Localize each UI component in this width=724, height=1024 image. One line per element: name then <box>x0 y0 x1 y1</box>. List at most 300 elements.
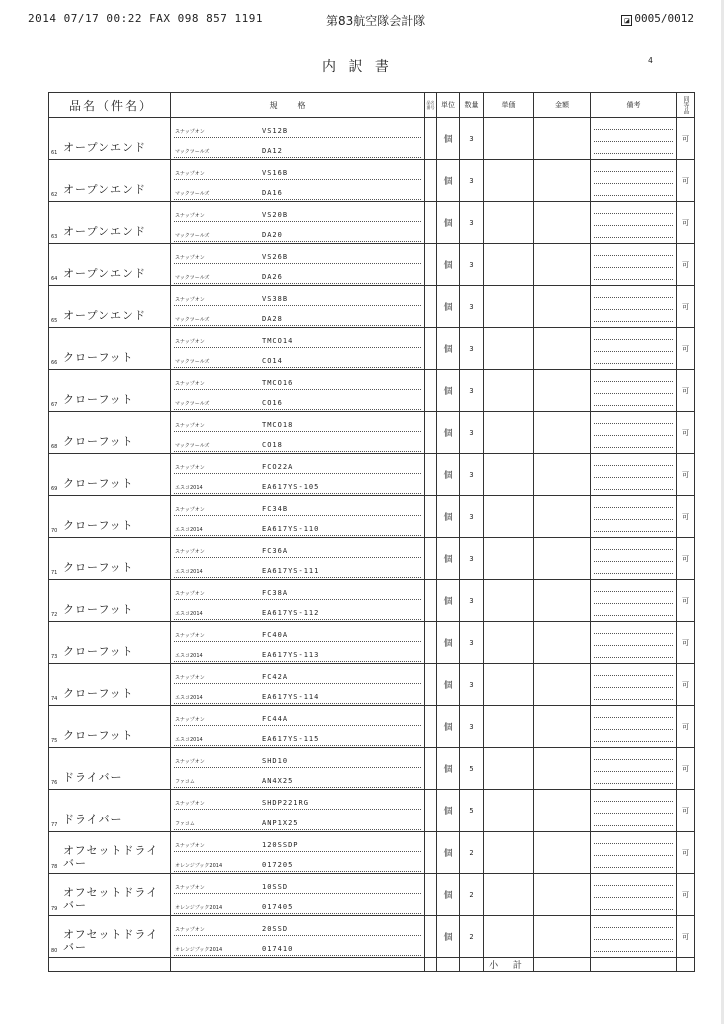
amount-cell <box>534 202 591 244</box>
model-number: FC44A <box>262 715 289 723</box>
spec-line <box>174 600 421 620</box>
remarks-cell <box>591 244 677 286</box>
table-row <box>49 664 695 706</box>
spec-cell <box>171 202 425 244</box>
table-row <box>49 580 695 622</box>
spec-line <box>174 726 421 746</box>
spec-line <box>174 538 421 558</box>
maker: エスコ2014 <box>175 527 203 533</box>
item-name: クローフット <box>63 393 134 406</box>
spec-cell <box>171 748 425 790</box>
amount-cell <box>534 706 591 748</box>
amount-cell <box>534 496 591 538</box>
model-number: FC40A <box>262 631 289 639</box>
qty-cell: 3 <box>460 286 484 328</box>
qty-cell: 3 <box>460 496 484 538</box>
equivalent-flag: 可 <box>677 538 695 580</box>
row-number: 80 <box>51 948 58 954</box>
amount-cell <box>534 538 591 580</box>
equivalent-flag: 可 <box>677 370 695 412</box>
model-number: 10SSD <box>262 883 289 891</box>
maker: エスコ2014 <box>175 569 203 575</box>
spec-cell <box>171 538 425 580</box>
spec-line <box>174 768 421 788</box>
spec-cell <box>171 664 425 706</box>
equivalent-flag: 可 <box>677 832 695 874</box>
remarks-cell <box>591 286 677 328</box>
tiny-cell <box>425 622 437 664</box>
unit-cell: 個 <box>437 874 460 916</box>
subtotal-label: 小 計 <box>484 958 534 972</box>
spec-line <box>174 852 421 872</box>
equivalent-flag: 可 <box>677 496 695 538</box>
remarks-cell <box>591 706 677 748</box>
maker: スナップオン <box>175 843 205 849</box>
tiny-cell <box>425 832 437 874</box>
model-number: DA26 <box>262 273 283 281</box>
row-number: 62 <box>51 192 58 198</box>
model-number: TMCO18 <box>262 421 294 429</box>
spec-line <box>174 328 421 348</box>
spec-cell <box>171 370 425 412</box>
spec-line <box>174 894 421 914</box>
qty-cell: 2 <box>460 832 484 874</box>
item-name: クローフット <box>63 351 134 364</box>
spec-line <box>174 286 421 306</box>
spec-line <box>174 580 421 600</box>
tiny-cell <box>425 412 437 454</box>
spec-cell <box>171 286 425 328</box>
equivalent-flag: 可 <box>677 706 695 748</box>
qty-cell: 3 <box>460 538 484 580</box>
col-flag: 同等品 <box>677 93 695 118</box>
item-name: オフセットドライバー <box>63 844 159 870</box>
unit-price-cell <box>484 202 534 244</box>
unit-price-cell <box>484 538 534 580</box>
equivalent-flag: 可 <box>677 916 695 958</box>
model-number: EA617YS-115 <box>262 735 320 743</box>
unit-cell: 個 <box>437 706 460 748</box>
spec-cell <box>171 412 425 454</box>
maker: スナップオン <box>175 885 205 891</box>
model-number: 017405 <box>262 903 294 911</box>
maker: エスコ2014 <box>175 485 203 491</box>
tiny-cell <box>425 748 437 790</box>
maker: スナップオン <box>175 339 205 345</box>
amount-cell <box>534 580 591 622</box>
spec-line <box>174 916 421 936</box>
name-cell <box>49 118 171 160</box>
tiny-cell <box>425 202 437 244</box>
spec-line <box>174 412 421 432</box>
tiny-cell <box>425 916 437 958</box>
model-number: EA617YS-105 <box>262 483 320 491</box>
maker: エスコ2014 <box>175 695 203 701</box>
qty-cell: 3 <box>460 370 484 412</box>
spec-line <box>174 118 421 138</box>
unit-price-cell <box>484 328 534 370</box>
remarks-cell <box>591 328 677 370</box>
spec-cell <box>171 622 425 664</box>
maker: オレンジブック2014 <box>175 947 223 953</box>
table-row <box>49 286 695 328</box>
maker: エスコ2014 <box>175 737 203 743</box>
row-number: 75 <box>51 738 58 744</box>
name-cell <box>49 538 171 580</box>
amount-cell <box>534 454 591 496</box>
unit-cell: 個 <box>437 328 460 370</box>
spec-line <box>174 790 421 810</box>
spec-line <box>174 748 421 768</box>
name-cell <box>49 496 171 538</box>
col-unit-price: 単価 <box>484 93 534 118</box>
spec-line <box>174 706 421 726</box>
tiny-cell <box>425 454 437 496</box>
name-cell <box>49 328 171 370</box>
model-number: VS16B <box>262 169 289 177</box>
equivalent-flag: 可 <box>677 286 695 328</box>
equivalent-flag: 可 <box>677 328 695 370</box>
amount-cell <box>534 664 591 706</box>
table-row <box>49 160 695 202</box>
qty-cell: 3 <box>460 412 484 454</box>
model-number: DA20 <box>262 231 283 239</box>
model-number: EA617YS-111 <box>262 567 320 575</box>
equivalent-flag: 可 <box>677 160 695 202</box>
model-number: EA617YS-110 <box>262 525 320 533</box>
maker: マックツールズ <box>175 149 210 155</box>
fax-header: 2014 07/17 00:22 FAX 098 857 1191 <box>28 12 264 25</box>
item-name: クローフット <box>63 645 134 658</box>
qty-cell: 2 <box>460 874 484 916</box>
spec-line <box>174 832 421 852</box>
remarks-cell <box>591 202 677 244</box>
maker: エスコ2014 <box>175 611 203 617</box>
spec-line <box>174 810 421 830</box>
model-number: VS38B <box>262 295 289 303</box>
unit-cell: 個 <box>437 664 460 706</box>
name-cell <box>49 790 171 832</box>
unit-price-cell <box>484 454 534 496</box>
table-row <box>49 916 695 958</box>
qty-cell: 3 <box>460 118 484 160</box>
unit-price-cell <box>484 832 534 874</box>
maker: スナップオン <box>175 255 205 261</box>
row-number: 74 <box>51 696 58 702</box>
model-number: EA617YS-114 <box>262 693 320 701</box>
spec-line <box>174 474 421 494</box>
spec-line <box>174 180 421 200</box>
name-cell <box>49 874 171 916</box>
col-unit: 単位 <box>437 93 460 118</box>
spec-line <box>174 874 421 894</box>
amount-cell <box>534 832 591 874</box>
table-row <box>49 538 695 580</box>
qty-cell: 2 <box>460 916 484 958</box>
row-number: 79 <box>51 906 58 912</box>
unit-cell: 個 <box>437 118 460 160</box>
tiny-cell <box>425 160 437 202</box>
model-number: 017410 <box>262 945 294 953</box>
unit-price-cell <box>484 496 534 538</box>
row-number: 61 <box>51 150 58 156</box>
spec-cell <box>171 706 425 748</box>
remarks-cell <box>591 664 677 706</box>
equivalent-flag: 可 <box>677 202 695 244</box>
table-row <box>49 790 695 832</box>
maker: スナップオン <box>175 297 205 303</box>
maker: エスコ2014 <box>175 653 203 659</box>
model-number: VS20B <box>262 211 289 219</box>
spec-cell <box>171 328 425 370</box>
remarks-cell <box>591 412 677 454</box>
spec-cell <box>171 916 425 958</box>
unit-price-cell <box>484 118 534 160</box>
maker: スナップオン <box>175 381 205 387</box>
spec-line <box>174 684 421 704</box>
unit-cell: 個 <box>437 496 460 538</box>
item-name: オープンエンド <box>63 267 147 280</box>
amount-cell <box>534 328 591 370</box>
unit-cell: 個 <box>437 412 460 454</box>
amount-cell <box>534 748 591 790</box>
fax-sender: 第83航空隊会計隊 <box>326 14 426 28</box>
maker: オレンジブック2014 <box>175 905 223 911</box>
item-name: オフセットドライバー <box>63 928 159 954</box>
remarks-cell <box>591 748 677 790</box>
amount-cell <box>534 160 591 202</box>
spec-line <box>174 642 421 662</box>
maker: スナップオン <box>175 171 205 177</box>
remarks-cell <box>591 832 677 874</box>
unit-cell: 個 <box>437 832 460 874</box>
table-row <box>49 706 695 748</box>
model-number: SHD10 <box>262 757 289 765</box>
name-cell <box>49 706 171 748</box>
item-name: クローフット <box>63 729 134 742</box>
row-number: 63 <box>51 234 58 240</box>
qty-cell: 3 <box>460 580 484 622</box>
document-title: 内 訳 書 <box>322 59 393 75</box>
name-cell <box>49 370 171 412</box>
spec-cell <box>171 160 425 202</box>
maker: スナップオン <box>175 633 205 639</box>
unit-cell: 個 <box>437 748 460 790</box>
name-cell <box>49 454 171 496</box>
qty-cell: 5 <box>460 790 484 832</box>
model-number: FC42A <box>262 673 289 681</box>
unit-price-cell <box>484 244 534 286</box>
remarks-cell <box>591 916 677 958</box>
unit-cell: 個 <box>437 454 460 496</box>
spec-line <box>174 664 421 684</box>
maker: マックツールズ <box>175 317 210 323</box>
maker: スナップオン <box>175 717 205 723</box>
table-row <box>49 244 695 286</box>
tiny-cell <box>425 664 437 706</box>
maker: ファコム <box>175 779 195 785</box>
spec-line <box>174 348 421 368</box>
unit-price-cell <box>484 622 534 664</box>
table-row <box>49 496 695 538</box>
maker: マックツールズ <box>175 443 210 449</box>
item-name: クローフット <box>63 687 134 700</box>
amount-cell <box>534 916 591 958</box>
tiny-cell <box>425 370 437 412</box>
maker: マックツールズ <box>175 359 210 365</box>
name-cell <box>49 286 171 328</box>
unit-price-cell <box>484 790 534 832</box>
row-number: 77 <box>51 822 58 828</box>
remarks-cell <box>591 118 677 160</box>
spec-cell <box>171 790 425 832</box>
equivalent-flag: 可 <box>677 244 695 286</box>
qty-cell: 5 <box>460 748 484 790</box>
unit-price-cell <box>484 370 534 412</box>
equivalent-flag: 可 <box>677 580 695 622</box>
row-number: 78 <box>51 864 58 870</box>
equivalent-flag: 可 <box>677 664 695 706</box>
amount-cell <box>534 370 591 412</box>
item-name: クローフット <box>63 603 134 616</box>
unit-price-cell <box>484 706 534 748</box>
table-row <box>49 622 695 664</box>
name-cell <box>49 664 171 706</box>
maker: スナップオン <box>175 129 205 135</box>
spec-line <box>174 622 421 642</box>
remarks-cell <box>591 370 677 412</box>
spec-line <box>174 306 421 326</box>
remarks-cell <box>591 874 677 916</box>
maker: スナップオン <box>175 423 205 429</box>
qty-cell: 3 <box>460 622 484 664</box>
item-name: クローフット <box>63 435 134 448</box>
tiny-cell <box>425 538 437 580</box>
qty-cell: 3 <box>460 160 484 202</box>
spec-line <box>174 936 421 956</box>
name-cell <box>49 202 171 244</box>
spec-cell <box>171 580 425 622</box>
unit-price-cell <box>484 748 534 790</box>
model-number: CO18 <box>262 441 283 449</box>
model-number: CO14 <box>262 357 283 365</box>
unit-price-cell <box>484 580 534 622</box>
model-number: CO16 <box>262 399 283 407</box>
equivalent-flag: 可 <box>677 454 695 496</box>
unit-cell: 個 <box>437 202 460 244</box>
spec-line <box>174 432 421 452</box>
table-row <box>49 202 695 244</box>
table-row <box>49 412 695 454</box>
qty-cell: 3 <box>460 454 484 496</box>
maker: マックツールズ <box>175 191 210 197</box>
row-number: 72 <box>51 612 58 618</box>
maker: スナップオン <box>175 927 205 933</box>
item-name: クローフット <box>63 519 134 532</box>
tiny-cell <box>425 580 437 622</box>
remarks-cell <box>591 538 677 580</box>
amount-cell <box>534 622 591 664</box>
unit-price-cell <box>484 916 534 958</box>
spec-line <box>174 244 421 264</box>
model-number: SHDP221RG <box>262 799 309 807</box>
maker: マックツールズ <box>175 275 210 281</box>
row-number: 66 <box>51 360 58 366</box>
model-number: DA28 <box>262 315 283 323</box>
maker: マックツールズ <box>175 233 210 239</box>
item-name: クローフット <box>63 561 134 574</box>
unit-cell: 個 <box>437 370 460 412</box>
item-name: オープンエンド <box>63 309 147 322</box>
maker: スナップオン <box>175 465 205 471</box>
spec-line <box>174 390 421 410</box>
remarks-cell <box>591 622 677 664</box>
model-number: AN4X25 <box>262 777 294 785</box>
row-number: 65 <box>51 318 58 324</box>
fax-page-number: 0005/0012 <box>634 12 694 25</box>
equivalent-flag: 可 <box>677 874 695 916</box>
spec-line <box>174 222 421 242</box>
model-number: ANP1X25 <box>262 819 299 827</box>
row-number: 76 <box>51 780 58 786</box>
item-name: オープンエンド <box>63 183 147 196</box>
model-number: FCO22A <box>262 463 294 471</box>
model-number: 20SSD <box>262 925 289 933</box>
table-row <box>49 118 695 160</box>
name-cell <box>49 622 171 664</box>
unit-price-cell <box>484 664 534 706</box>
name-cell <box>49 244 171 286</box>
spec-line <box>174 558 421 578</box>
spec-line <box>174 160 421 180</box>
col-qty: 数量 <box>460 93 484 118</box>
amount-cell <box>534 118 591 160</box>
spec-cell <box>171 874 425 916</box>
model-number: DA16 <box>262 189 283 197</box>
name-cell <box>49 748 171 790</box>
table-row <box>49 748 695 790</box>
item-name: ドライバー <box>63 813 123 826</box>
maker: マックツールズ <box>175 401 210 407</box>
model-number: 017205 <box>262 861 294 869</box>
qty-cell: 3 <box>460 244 484 286</box>
spec-line <box>174 454 421 474</box>
spec-cell <box>171 118 425 160</box>
unit-price-cell <box>484 160 534 202</box>
equivalent-flag: 可 <box>677 790 695 832</box>
col-amount: 金額 <box>534 93 591 118</box>
row-number: 71 <box>51 570 58 576</box>
maker: スナップオン <box>175 759 205 765</box>
spec-cell <box>171 832 425 874</box>
spec-line <box>174 264 421 284</box>
unit-cell: 個 <box>437 160 460 202</box>
item-name: ドライバー <box>63 771 123 784</box>
qty-cell: 3 <box>460 664 484 706</box>
subtotal-row <box>49 958 695 972</box>
col-remarks: 備考 <box>591 93 677 118</box>
name-cell <box>49 580 171 622</box>
tiny-cell <box>425 496 437 538</box>
row-number: 68 <box>51 444 58 450</box>
model-number: FC36A <box>262 547 289 555</box>
equivalent-flag: 可 <box>677 118 695 160</box>
remarks-cell <box>591 160 677 202</box>
row-number: 69 <box>51 486 58 492</box>
model-number: DA12 <box>262 147 283 155</box>
table-header <box>49 93 695 118</box>
name-cell <box>49 916 171 958</box>
